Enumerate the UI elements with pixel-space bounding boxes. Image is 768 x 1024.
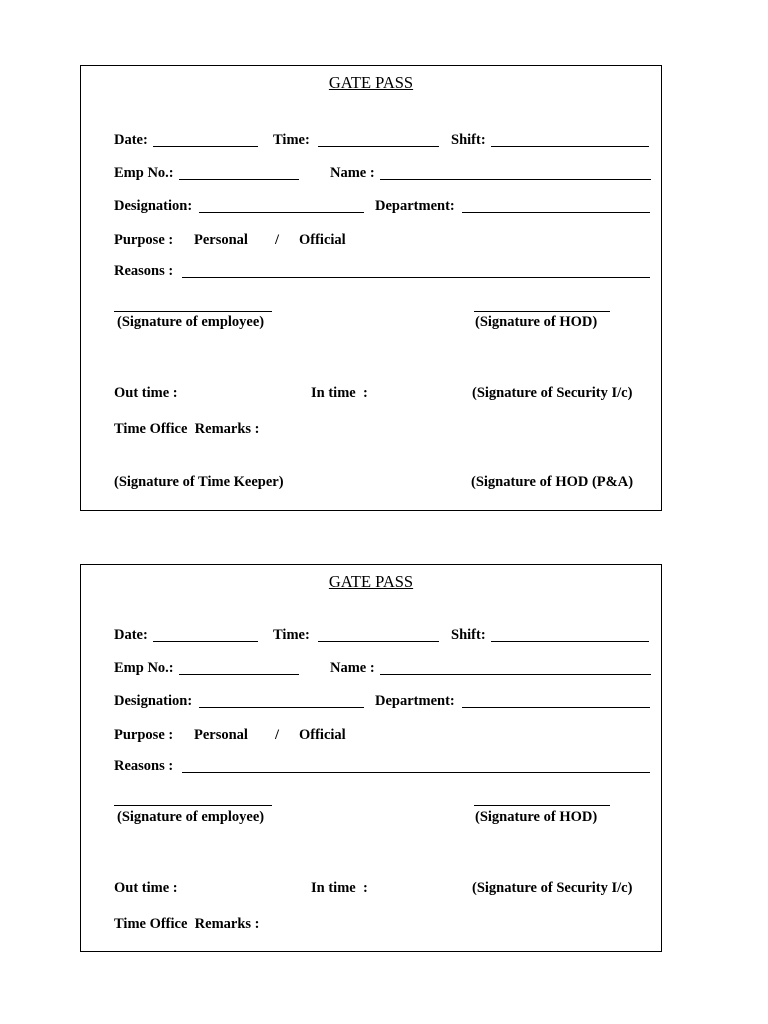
emp-no-label: Emp No.: — [114, 660, 174, 676]
in-time-label: In time : — [311, 385, 368, 401]
designation-field[interactable] — [199, 212, 364, 213]
date-field[interactable] — [153, 641, 258, 642]
shift-label: Shift: — [451, 132, 486, 148]
hod-signature-line[interactable] — [474, 311, 610, 312]
time-office-remarks-label: Time Office Remarks : — [114, 916, 260, 932]
reasons-field[interactable] — [182, 772, 650, 773]
name-field[interactable] — [380, 674, 651, 675]
gate-pass-form-1 — [80, 65, 662, 511]
shift-field[interactable] — [491, 641, 649, 642]
purpose-official-option[interactable]: Official — [299, 232, 346, 248]
emp-no-field[interactable] — [179, 179, 299, 180]
in-time-label: In time : — [311, 880, 368, 896]
time-field[interactable] — [318, 146, 439, 147]
gate-pass-form-2 — [80, 564, 662, 952]
name-field[interactable] — [380, 179, 651, 180]
emp-no-label: Emp No.: — [114, 165, 174, 181]
hod-signature-caption: (Signature of HOD) — [475, 809, 598, 825]
out-time-label: Out time : — [114, 385, 178, 401]
designation-label: Designation: — [114, 693, 193, 709]
time-office-remarks-label: Time Office Remarks : — [114, 421, 260, 437]
security-signature-caption: (Signature of Security I/c) — [472, 880, 633, 896]
purpose-separator: / — [275, 727, 280, 743]
time-field[interactable] — [318, 641, 439, 642]
purpose-official-option[interactable]: Official — [299, 727, 346, 743]
designation-label: Designation: — [114, 198, 193, 214]
employee-signature-line[interactable] — [114, 805, 272, 806]
date-label: Date: — [114, 132, 148, 148]
employee-signature-line[interactable] — [114, 311, 272, 312]
employee-signature-caption: (Signature of employee) — [117, 314, 265, 330]
purpose-label: Purpose : — [114, 232, 174, 248]
department-field[interactable] — [462, 707, 650, 708]
purpose-separator: / — [275, 232, 280, 248]
emp-no-field[interactable] — [179, 674, 299, 675]
reasons-label: Reasons : — [114, 263, 174, 279]
gate-pass-title: GATE PASS — [328, 73, 414, 92]
name-label: Name : — [330, 165, 375, 181]
time-keeper-signature-caption: (Signature of Time Keeper) — [114, 474, 284, 490]
department-label: Department: — [375, 693, 455, 709]
security-signature-caption: (Signature of Security I/c) — [472, 385, 633, 401]
purpose-personal-option[interactable]: Personal — [194, 727, 248, 743]
hod-signature-caption: (Signature of HOD) — [475, 314, 598, 330]
department-label: Department: — [375, 198, 455, 214]
shift-field[interactable] — [491, 146, 649, 147]
name-label: Name : — [330, 660, 375, 676]
designation-field[interactable] — [199, 707, 364, 708]
time-label: Time: — [273, 132, 310, 148]
hod-pa-signature-caption: (Signature of HOD (P&A) — [471, 474, 634, 490]
shift-label: Shift: — [451, 627, 486, 643]
gate-pass-title: GATE PASS — [328, 572, 414, 591]
date-label: Date: — [114, 627, 148, 643]
date-field[interactable] — [153, 146, 258, 147]
out-time-label: Out time : — [114, 880, 178, 896]
department-field[interactable] — [462, 212, 650, 213]
purpose-personal-option[interactable]: Personal — [194, 232, 248, 248]
time-label: Time: — [273, 627, 310, 643]
purpose-label: Purpose : — [114, 727, 174, 743]
employee-signature-caption: (Signature of employee) — [117, 809, 265, 825]
reasons-field[interactable] — [182, 277, 650, 278]
reasons-label: Reasons : — [114, 758, 174, 774]
hod-signature-line[interactable] — [474, 805, 610, 806]
